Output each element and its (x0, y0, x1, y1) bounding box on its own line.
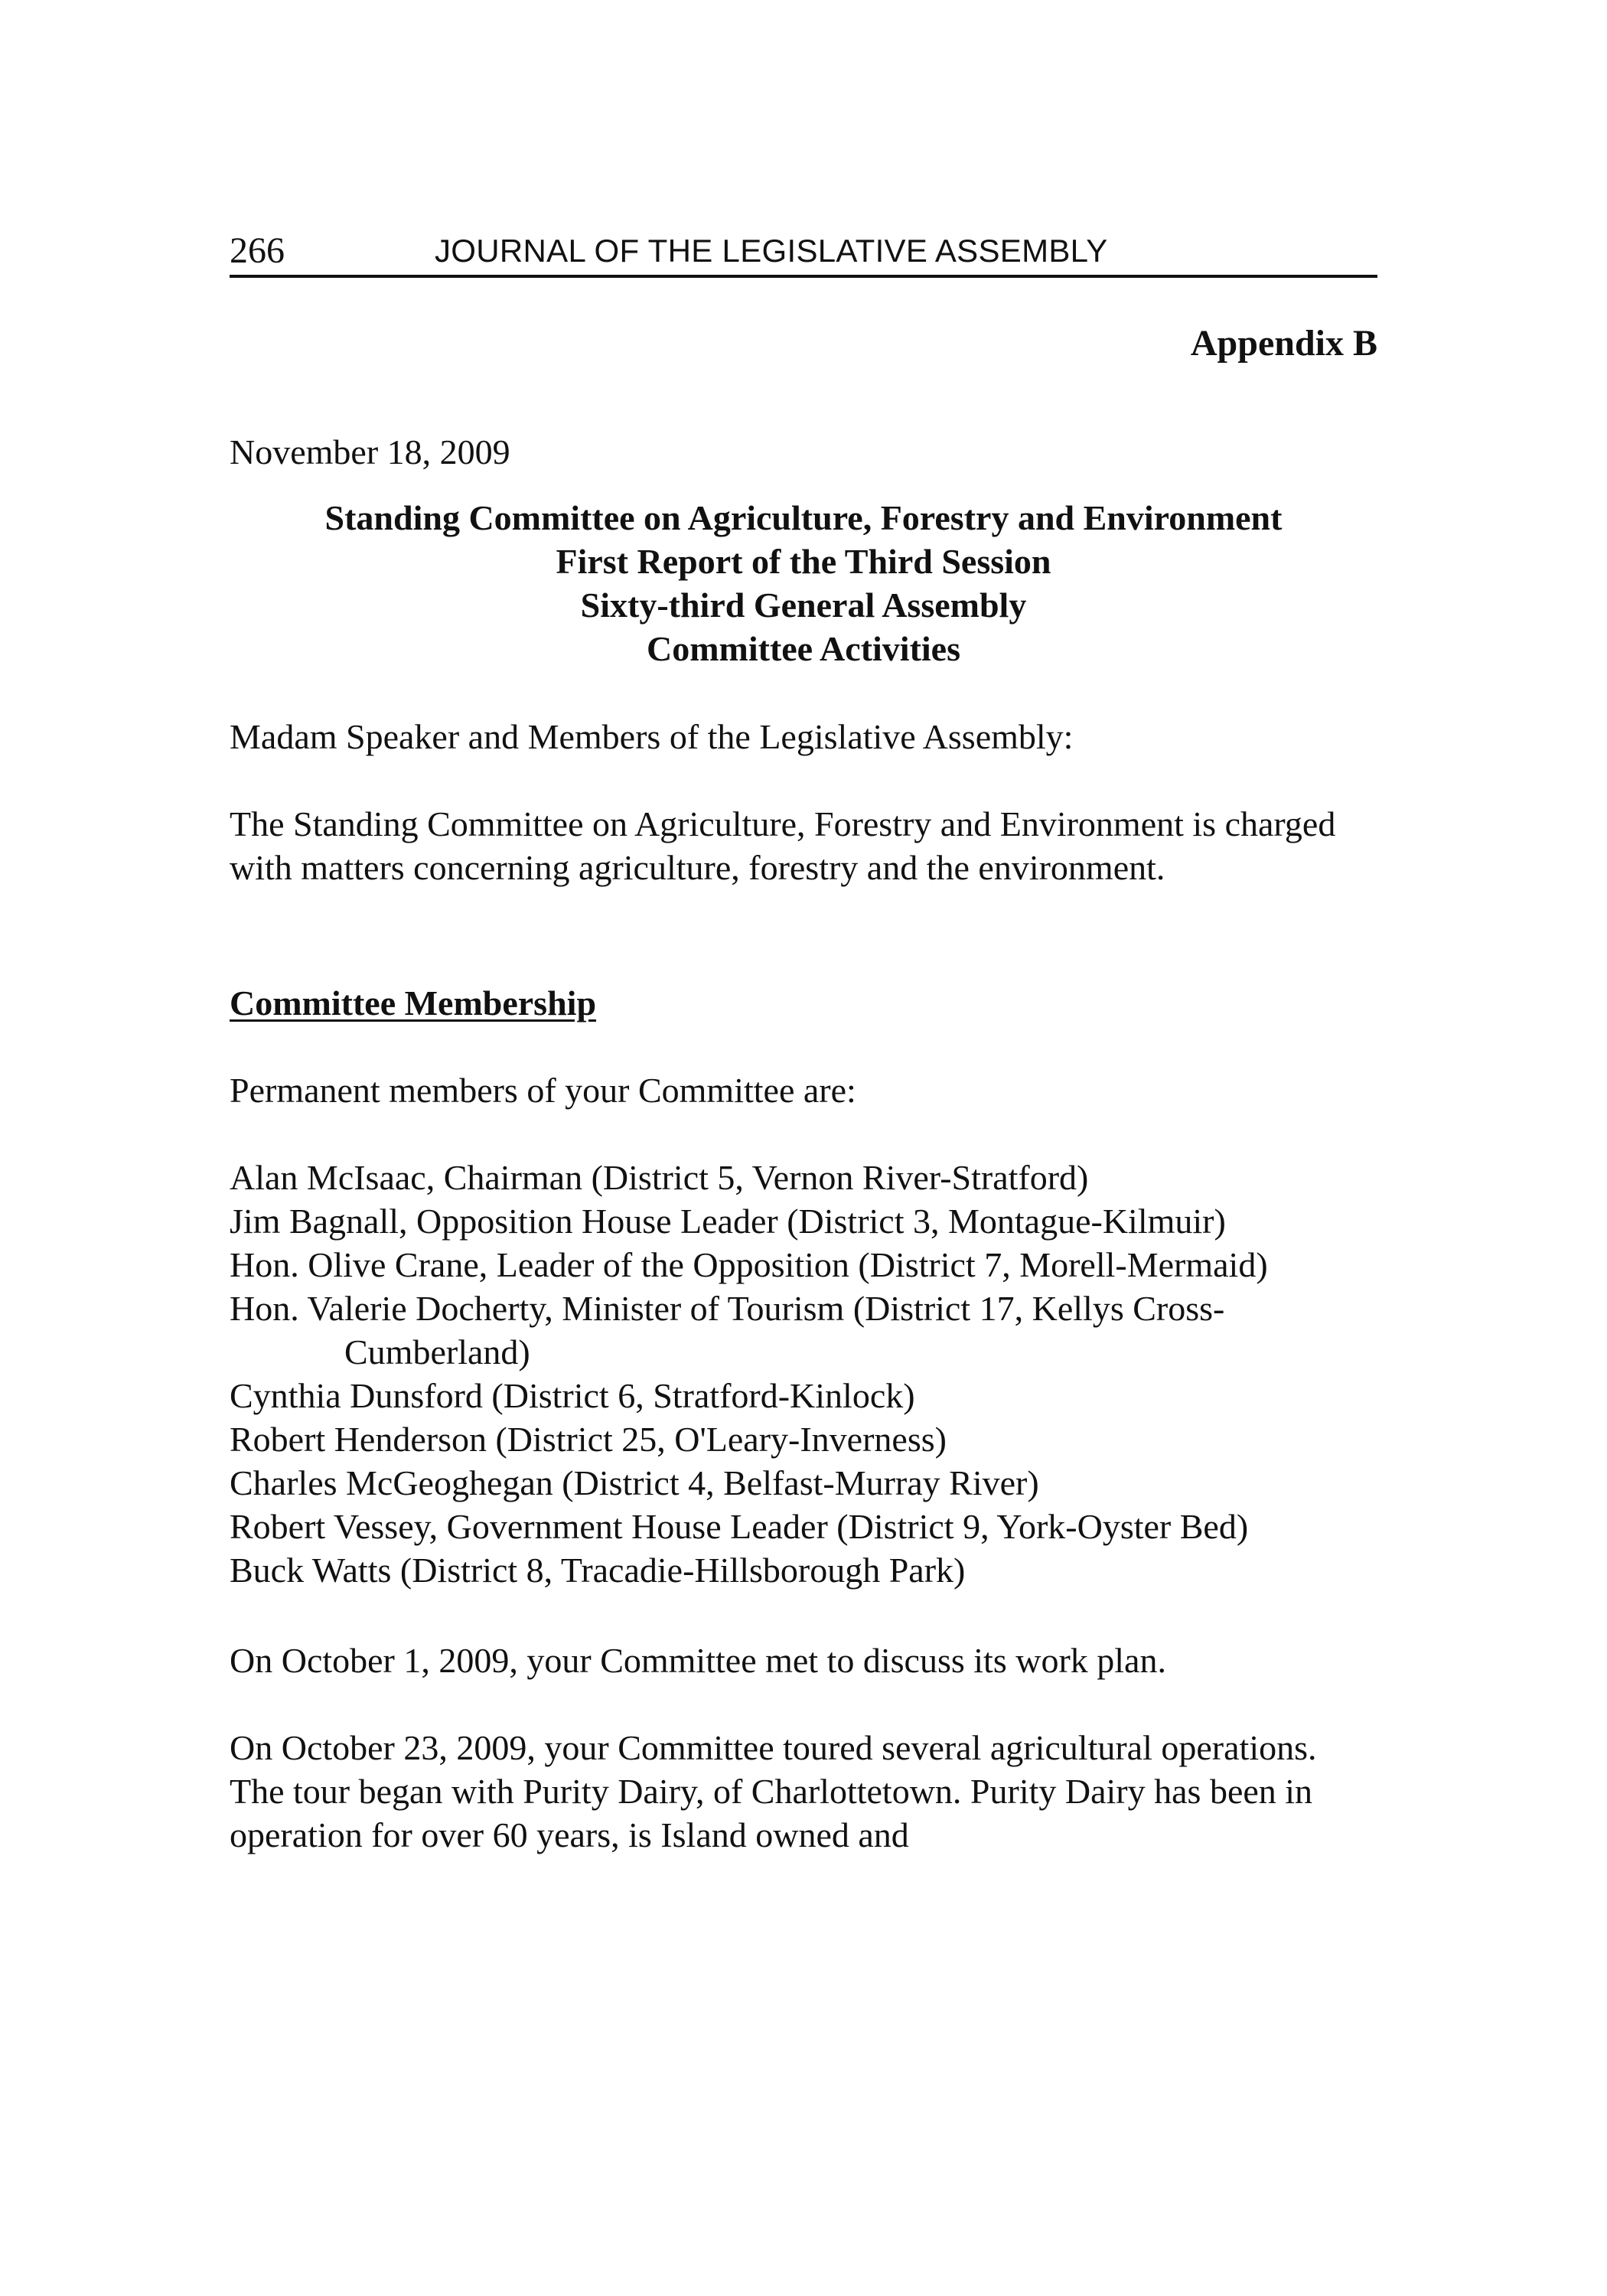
appendix-label: Appendix B (1190, 323, 1377, 364)
member-item: Jim Bagnall, Opposition House Leader (District 3, Montague-Kilmuir) (230, 1202, 1226, 1241)
report-title-line-4: Committee Activities (646, 629, 960, 668)
journal-title: JOURNAL OF THE LEGISLATIVE ASSEMBLY (435, 233, 1108, 269)
member-item: Buck Watts (District 8, Tracadie-Hillsborough Park) (230, 1551, 966, 1590)
member-item: Charles McGeoghegan (District 4, Belfast-Murray River) (230, 1463, 1039, 1502)
running-header (230, 227, 1377, 278)
report-title-line-3: Sixty-third General Assembly (580, 585, 1027, 625)
report-date: November 18, 2009 (230, 432, 510, 471)
member-list (230, 1156, 1377, 1592)
activity-paragraph-2: On October 23, 2009, your Committee toured several agricultural operations. The tour began with Purity Dairy, of Charlottetown. Purity Dairy has been in operation for over 60 years, is Island owned and (230, 1728, 1317, 1854)
member-item: Robert Vessey, Government House Leader (District 9, York-Oyster Bed) (230, 1507, 1249, 1546)
page-number: 266 (230, 230, 285, 271)
activity-paragraph-1: On October 1, 2009, your Committee met to discuss its work plan. (230, 1641, 1166, 1680)
member-item: Cynthia Dunsford (District 6, Stratford-Kinlock) (230, 1376, 915, 1415)
mandate-paragraph: The Standing Committee on Agriculture, Forestry and Environment is charged with matters concerning agriculture, forestry and the environment. (230, 804, 1336, 887)
member-item: Robert Henderson (District 25, O'Leary-Inverness) (230, 1420, 947, 1459)
committee-membership-heading: Committee Membership (230, 983, 597, 1022)
member-item: Hon. Olive Crane, Leader of the Opposition (District 7, Morell-Mermaid) (230, 1245, 1268, 1284)
report-title-line-2: First Report of the Third Session (556, 542, 1051, 581)
report-title-line-1: Standing Committee on Agriculture, Forestry and Environment (324, 498, 1283, 537)
member-item: Alan McIsaac, Chairman (District 5, Vernon River-Stratford) (230, 1158, 1089, 1197)
report-heading (230, 496, 1377, 670)
member-item: Hon. Valerie Docherty, Minister of Tourism (District 17, Kellys Cross-Cumberland) (230, 1289, 1225, 1371)
journal-page (230, 0, 1377, 2296)
salutation: Madam Speaker and Members of the Legislative Assembly: (230, 717, 1074, 756)
membership-intro: Permanent members of your Committee are: (230, 1071, 856, 1110)
